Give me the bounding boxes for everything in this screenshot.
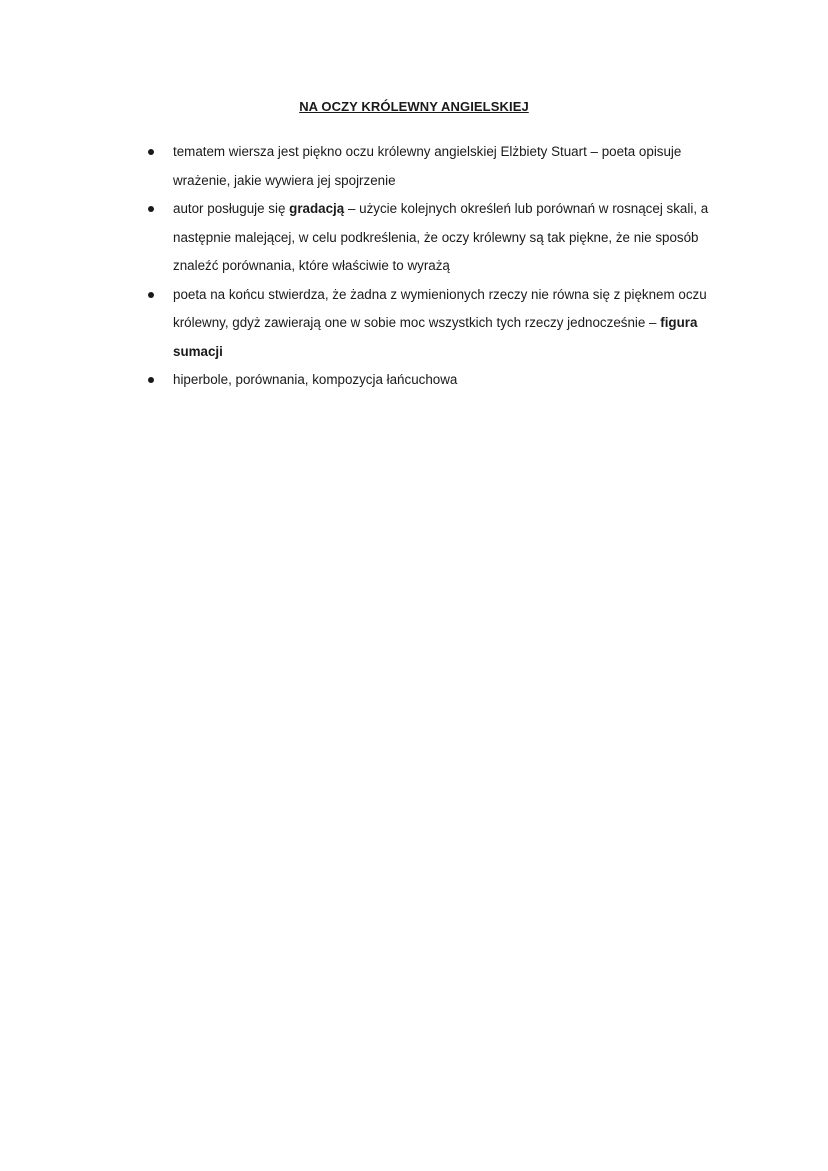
list-item-text: hiperbole, porównania, kompozycja łańcuchowa (173, 372, 458, 387)
bullet-list (148, 138, 738, 395)
bullet-icon (148, 149, 154, 155)
list-item (148, 281, 738, 367)
list-item-text: tematem wiersza jest piękno oczu królewny angielskiej Elżbiety Stuart – poeta opisuje wrażenie, jakie wywiera jej spojrzenie (173, 144, 682, 188)
list-item-text: – użycie kolejnych określeń lub porównań w rosnącej skali, a następnie malejącej, w celu podkreślenia, że oczy królewny są tak piękne, że nie sposób znaleźć porównania, które właściwie to wyrażą (173, 201, 709, 273)
page-title: NA OCZY KRÓLEWNY ANGIELSKIEJ (299, 99, 529, 114)
list-item (148, 195, 738, 281)
list-item (148, 366, 738, 395)
list-item (148, 138, 738, 195)
list-item-bold-term: gradacją (289, 201, 345, 216)
bullet-icon (148, 377, 154, 383)
list-item-bold-term: figura sumacji (173, 315, 698, 359)
list-item-text: autor posługuje się (173, 201, 290, 216)
bullet-icon (148, 292, 154, 298)
bullet-icon (148, 206, 154, 212)
list-item-text: poeta na końcu stwierdza, że żadna z wymienionych rzeczy nie równa się z pięknem oczu królewny, gdyż zawierają one w sobie moc wszystkich tych rzeczy jednocześnie – (173, 286, 707, 330)
